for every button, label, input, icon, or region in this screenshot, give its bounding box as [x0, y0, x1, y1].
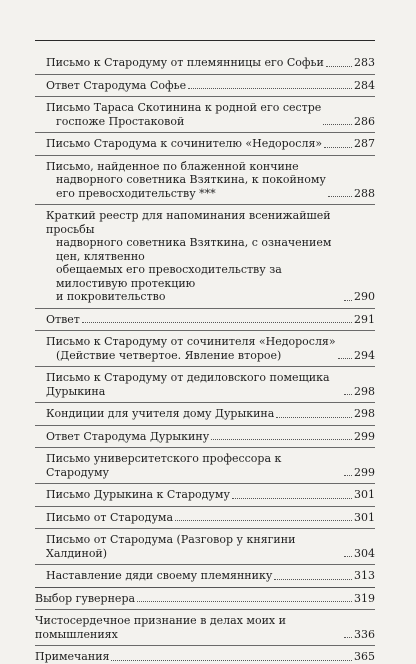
toc-entry-title: [35, 452, 342, 479]
toc-entry-title: [35, 371, 342, 398]
toc-leader-dots: [344, 556, 352, 557]
toc-row-separator: [35, 132, 375, 133]
toc-group-letters: [35, 56, 375, 583]
toc-leader-dots: [344, 394, 352, 395]
toc-page-number: 291: [354, 312, 375, 326]
toc-entry-title-line: Письмо к Стародуму от племянницы его Софьи: [46, 56, 324, 69]
toc-page-number: 299: [354, 429, 375, 443]
toc-entry-title: [35, 650, 109, 664]
toc-row-separator: [35, 74, 375, 75]
toc-row-separator: [35, 528, 375, 529]
toc-row-separator: [35, 402, 375, 403]
toc-entry-title-line: Наставление дяди своему племяннику: [46, 569, 273, 582]
toc-entry-title-line: (Действие четвертое. Явление второе): [56, 348, 282, 362]
toc-leader-dots: [276, 417, 352, 418]
toc-page-number: 313: [354, 569, 375, 582]
table-of-contents: [35, 56, 375, 664]
toc-row-separator: [35, 447, 375, 448]
toc-entry-title-line: Письмо университетского профессора к Стародуму: [46, 452, 282, 479]
toc-row-separator: [35, 308, 375, 309]
toc-leader-dots: [211, 439, 352, 440]
toc-page-number: 288: [354, 186, 375, 200]
toc-leader-dots: [274, 579, 352, 580]
toc-page-number: 298: [354, 384, 375, 398]
toc-entry-title: [35, 79, 186, 93]
toc-entry[interactable]: [35, 452, 375, 479]
toc-entry-title-line: и покровительство: [56, 290, 166, 303]
toc-entry-title-line: госпоже Простаковой: [56, 114, 185, 128]
toc-leader-dots: [137, 601, 352, 602]
toc-entry-title-line: Ответ Стародума Софье: [46, 78, 187, 92]
toc-entry[interactable]: [35, 569, 375, 583]
toc-leader-dots: [82, 322, 352, 323]
toc-row-separator: [35, 330, 375, 331]
toc-entry[interactable]: [35, 209, 375, 304]
toc-entry[interactable]: [35, 407, 375, 421]
toc-leader-dots: [232, 498, 352, 499]
toc-entry-title: [35, 614, 342, 641]
toc-entry[interactable]: [35, 488, 375, 502]
toc-entry-title-line: Письмо от Стародума: [46, 510, 174, 524]
toc-entry-title: [35, 160, 326, 201]
toc-row-separator: [35, 366, 375, 367]
toc-entry[interactable]: [35, 79, 375, 93]
toc-page-number: 283: [354, 56, 375, 69]
toc-entry-title-line: Кондиции для учителя дому Дурыкина: [46, 407, 275, 420]
toc-page-number: 286: [354, 114, 375, 128]
toc-leader-dots: [326, 66, 352, 67]
toc-group-main: [35, 592, 375, 664]
toc-row-separator: [35, 645, 375, 646]
toc-entry[interactable]: [35, 56, 375, 70]
toc-entry-title-line: Примечания: [35, 650, 110, 663]
toc-entry-title-line: Письмо от Стародума (Разговор у княгини Халдиной): [46, 533, 296, 560]
toc-row-separator: [35, 96, 375, 97]
toc-entry-title-line: Письмо, найденное по блаженной кончине: [46, 159, 299, 173]
toc-entry[interactable]: [35, 430, 375, 444]
toc-leader-dots: [344, 475, 352, 476]
toc-page-number: 336: [354, 627, 375, 641]
toc-entry-title-line: Письмо к Стародуму от дедиловского помещика Дурыкина: [46, 371, 330, 398]
toc-page-number: 301: [354, 488, 375, 501]
toc-page-number: 304: [354, 546, 375, 560]
toc-entry-title-line: Письмо к Стародуму от сочинителя «Недоросля»: [46, 335, 336, 348]
toc-entry-title-line: его превосходительству ***: [56, 186, 216, 200]
toc-entry-title: [35, 137, 322, 151]
toc-entry-title: [35, 56, 324, 70]
toc-entry-title: [35, 209, 342, 304]
toc-row-separator: [35, 564, 375, 565]
toc-entry-title: [35, 511, 173, 525]
toc-entry-title: [35, 430, 209, 444]
toc-page-number: 319: [354, 591, 375, 605]
toc-page-number: 299: [354, 465, 375, 479]
toc-entry[interactable]: [35, 614, 375, 641]
toc-entry[interactable]: [35, 511, 375, 525]
toc-page-number: 294: [354, 348, 375, 362]
toc-entry-title-line: Письмо Тараса Скотинина к родной его сестре: [46, 101, 322, 114]
toc-entry[interactable]: [35, 160, 375, 201]
toc-entry-title: [35, 407, 274, 421]
toc-leader-dots: [111, 660, 352, 661]
toc-leader-dots: [328, 196, 352, 197]
toc-row-separator: [35, 609, 375, 610]
toc-entry[interactable]: [35, 592, 375, 606]
toc-entry[interactable]: [35, 533, 375, 560]
toc-entry-title: [35, 569, 272, 583]
toc-entry-title-line: Чистосердечное признание в делах моих и помышлениях: [35, 614, 286, 641]
toc-entry-title: [35, 488, 230, 502]
toc-entry-title-line: Ответ Стародума Дурыкину: [46, 429, 210, 443]
toc-leader-dots: [344, 637, 352, 638]
toc-entry-title: [35, 592, 135, 606]
toc-entry-title-line: обещаемых его превосходительству за милостивую протекцию: [56, 263, 282, 290]
header-rule: [35, 40, 375, 41]
toc-entry[interactable]: [35, 335, 375, 362]
toc-leader-dots: [175, 520, 352, 521]
toc-entry-title-line: Письмо Стародума к сочинителю «Недоросля»: [46, 137, 323, 150]
toc-entry[interactable]: [35, 137, 375, 151]
toc-page-number: 284: [354, 78, 375, 92]
toc-entry-title: [35, 101, 321, 128]
toc-entry-title-line: надворного советника Взяткина, к покойному: [56, 173, 326, 186]
toc-entry-title-line: Письмо Дурыкина к Стародуму: [46, 488, 230, 501]
toc-page-number: 365: [354, 650, 375, 663]
toc-entry[interactable]: [35, 313, 375, 327]
toc-entry[interactable]: [35, 650, 375, 664]
toc-page-number: 298: [354, 407, 375, 420]
toc-entry-title-line: надворного советника Взяткина, с означением цен, клятвенно: [56, 236, 332, 263]
toc-page-number: 301: [354, 510, 375, 524]
toc-leader-dots: [188, 88, 352, 89]
toc-separator: [35, 587, 375, 588]
toc-leader-dots: [323, 124, 352, 125]
toc-row-separator: [35, 155, 375, 156]
toc-leader-dots: [344, 300, 352, 301]
toc-entry-title: [35, 313, 80, 327]
toc-leader-dots: [338, 358, 352, 359]
toc-entry-title: [35, 533, 342, 560]
toc-page-number: 290: [354, 290, 375, 303]
toc-entry-title: [35, 335, 336, 362]
toc-row-separator: [35, 506, 375, 507]
toc-entry-title-line: Ответ: [46, 312, 80, 326]
toc-entry[interactable]: [35, 371, 375, 398]
toc-leader-dots: [324, 147, 352, 148]
toc-entry[interactable]: [35, 101, 375, 128]
toc-entry-title-line: Выбор гувернера: [35, 591, 136, 605]
toc-row-separator: [35, 483, 375, 484]
toc-page-number: 287: [354, 137, 375, 150]
toc-row-separator: [35, 204, 375, 205]
toc-row-separator: [35, 425, 375, 426]
toc-entry-title-line: Краткий реестр для напоминания всенижайшей просьбы: [46, 209, 331, 236]
